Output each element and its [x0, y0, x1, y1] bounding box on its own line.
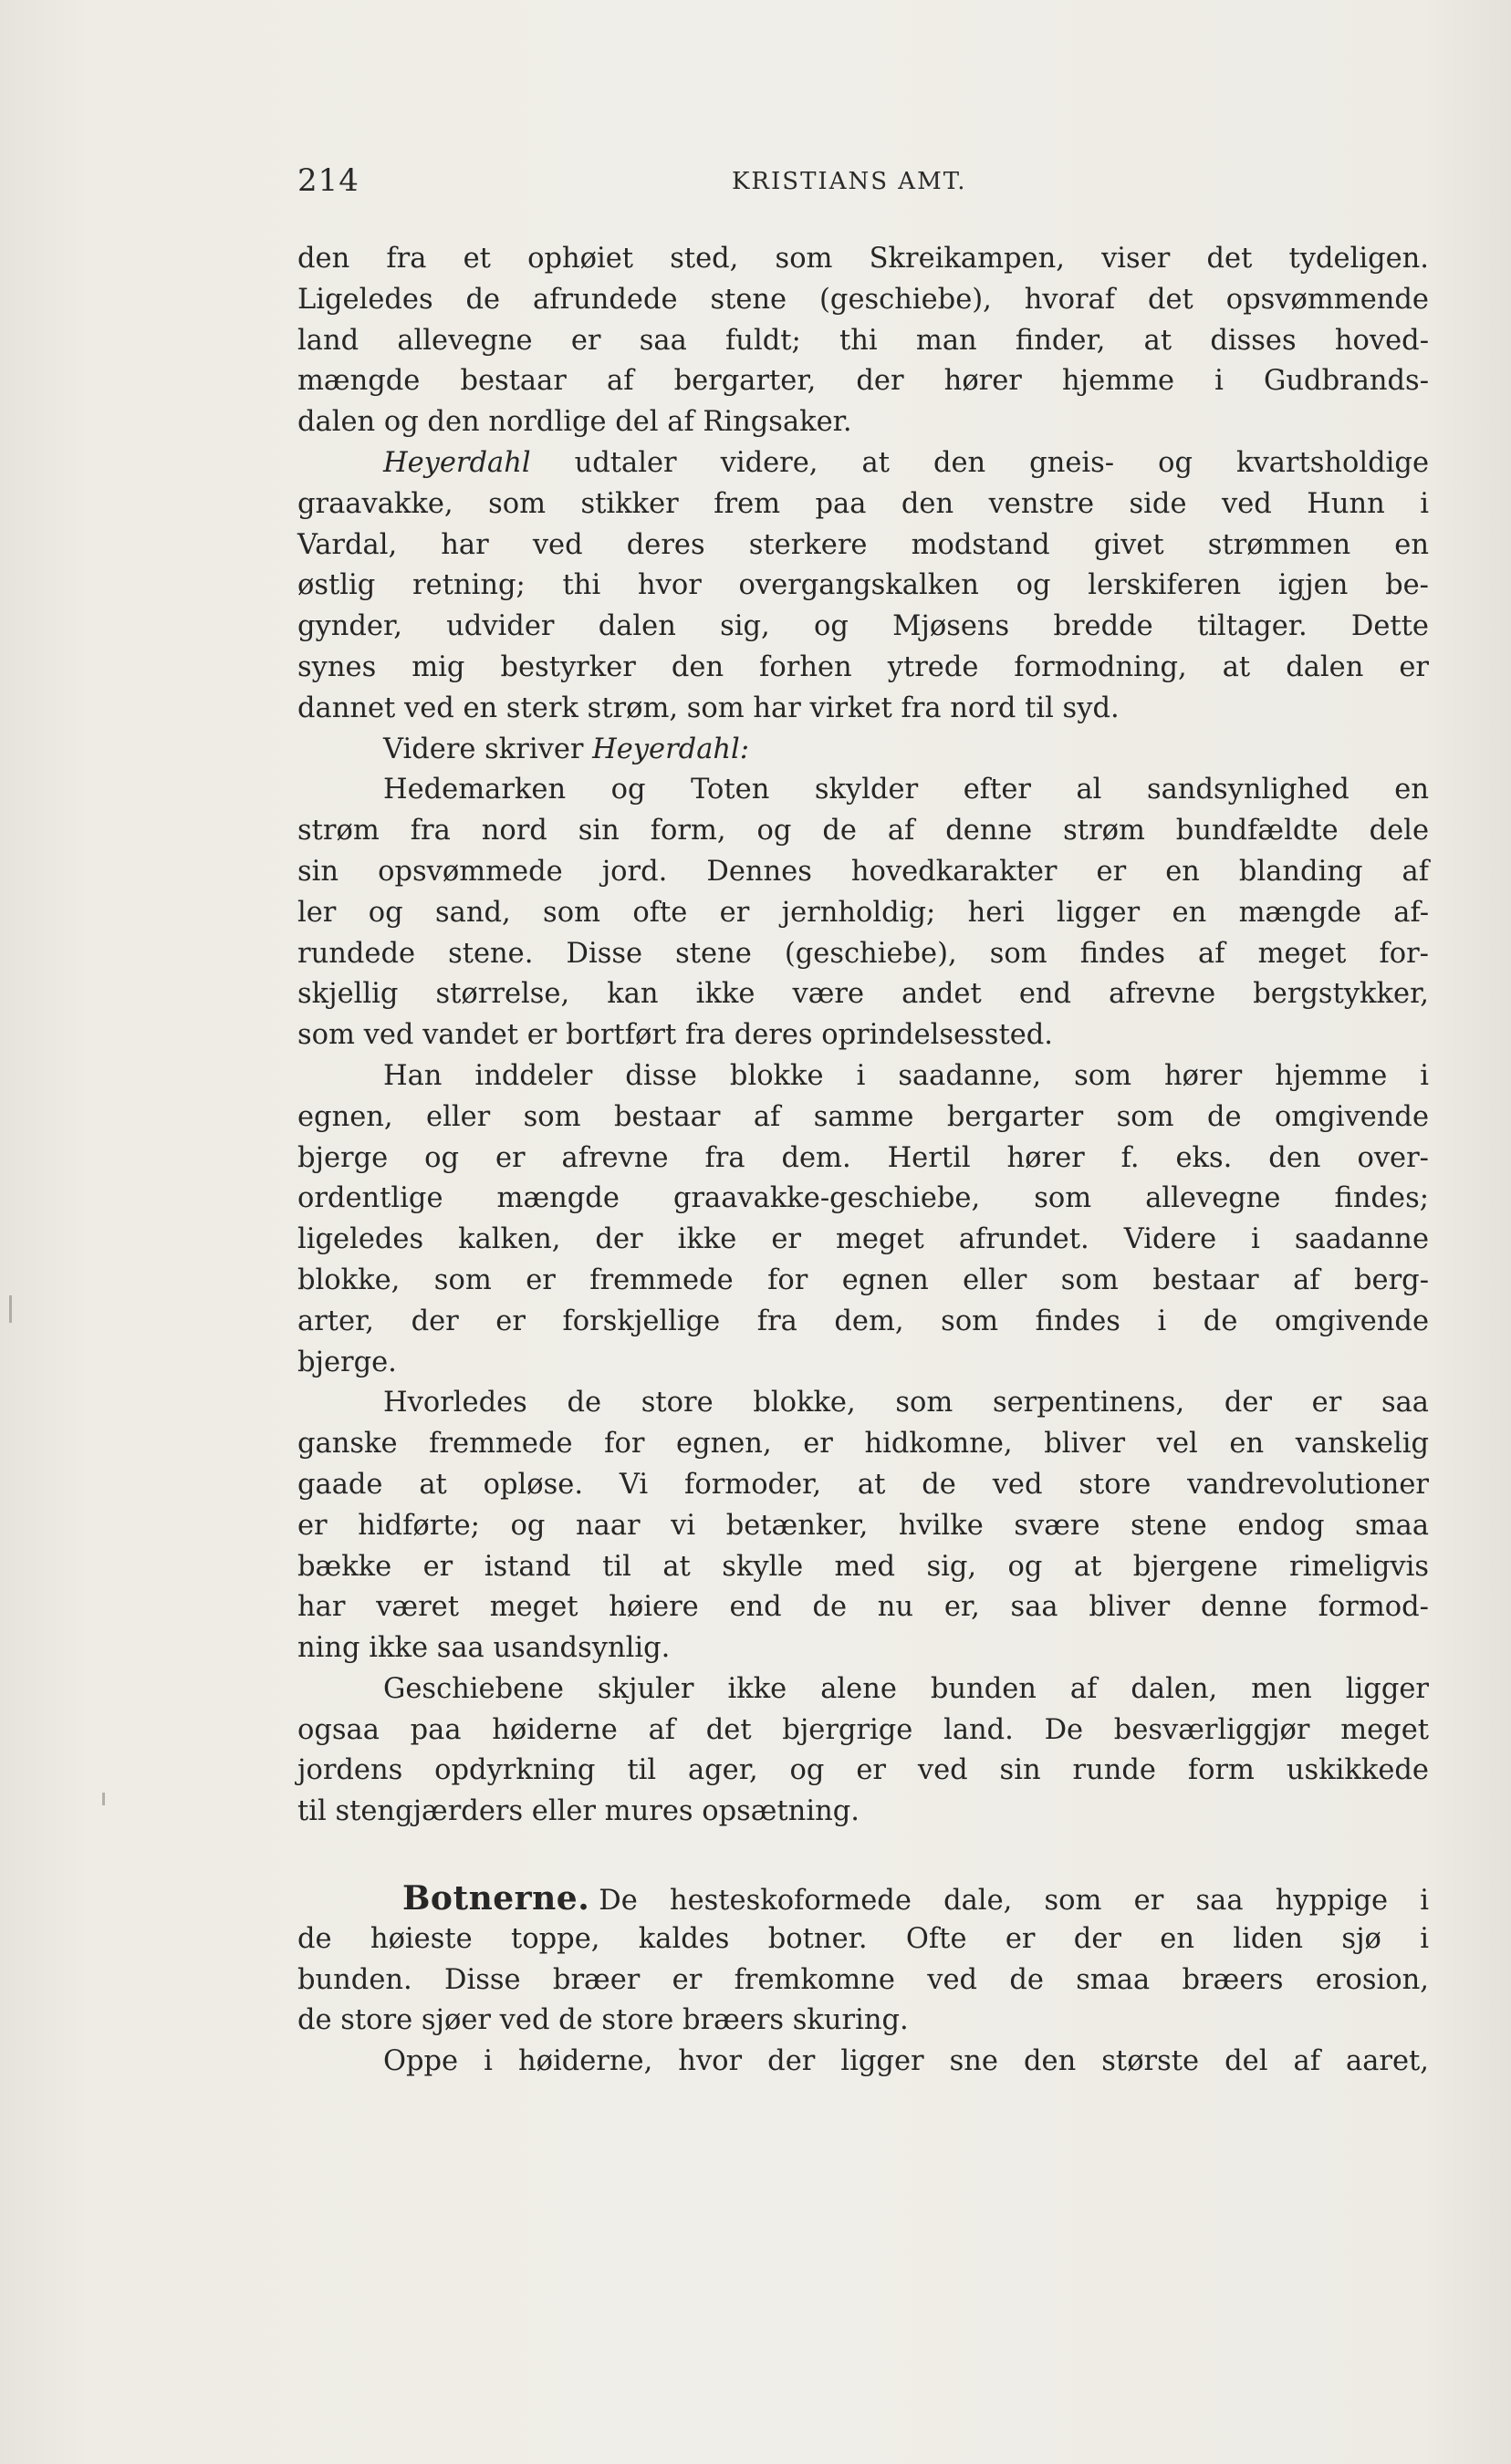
text-line: Oppe i høiderne, hvor der ligger sne den største del af aaret,	[383, 2045, 1429, 2078]
line-text: Videre skriver	[383, 733, 593, 765]
text-line: østlig retning; thi hvor overgangskalken og lerskiferen igjen be-	[297, 569, 1429, 602]
author-name: Heyerdahl	[383, 446, 531, 479]
text-line: synes mig bestyrker den forhen ytrede formodning, at dalen er	[297, 650, 1429, 683]
line-text: De hesteskoformede dale, som er saa hyppige i	[599, 1885, 1429, 1918]
text-line: mængde bestaar af bergarter, der hører hjemme i Gudbrands-	[297, 365, 1429, 398]
text-line: ler og sand, som ofte er jernholdig; heri ligger en mængde af-	[297, 896, 1429, 929]
text-line	[297, 443, 1429, 484]
text-line: gaade at opløse. Vi formoder, at de ved store vandrevolutioner	[297, 1468, 1429, 1501]
text-line: bjerge.	[297, 1346, 397, 1378]
text-line	[297, 730, 1429, 771]
line-text: udtaler videre, at den gneis- og kvartsholdige	[530, 446, 1429, 479]
text-line: Geschiebene skjuler ikke alene bunden af dalen, men ligger	[383, 1672, 1429, 1705]
text-line: den fra et ophøiet sted, som Skreikampen, viser det tydeligen.	[297, 243, 1429, 275]
text-line: Hedemarken og Toten skylder efter al sandsynlighed en	[383, 774, 1429, 806]
text-line: som ved vandet er bortført fra deres oprindelsessted.	[297, 1019, 1053, 1052]
text-line: graavakke, som stikker frem paa den venstre side ved Hunn i	[297, 487, 1429, 520]
text-line: blokke, som er fremmede for egnen eller som bestaar af berg-	[297, 1263, 1429, 1296]
text-line: land allevegne er saa fuldt; thi man finder, at disses hoved-	[297, 324, 1429, 357]
page-header	[297, 162, 1429, 206]
text-line: Hvorledes de store blokke, som serpentinens, der er saa	[383, 1387, 1429, 1419]
running-head: KRISTIANS AMT.	[732, 168, 967, 195]
text-line: egnen, eller som bestaar af samme bergarter som de omgivende	[297, 1100, 1429, 1133]
text-line: de store sjøer ved de store bræers skuring.	[297, 2004, 909, 2037]
text-line: skjellig størrelse, kan ikke være andet end afrevne bergstykker,	[297, 978, 1429, 1011]
text-line: Han inddeler disse blokke i saadanne, som hører hjemme i	[383, 1059, 1429, 1092]
text-line: dannet ved en sterk strøm, som har virket fra nord til syd.	[297, 691, 1120, 724]
margin-mark	[9, 1295, 12, 1323]
text-line: ganske fremmede for egnen, er hidkomne, bliver vel en vanskelig	[297, 1428, 1429, 1461]
text-line: bække er istand til at skylle med sig, og at bjergene rimeligvis	[297, 1550, 1429, 1583]
text-line: bunden. Disse bræer er fremkomne ved de smaa bræers erosion,	[297, 1963, 1429, 1996]
text-line: Vardal, har ved deres sterkere modstand givet strømmen en	[297, 528, 1429, 561]
text-line: gynder, udvider dalen sig, og Mjøsens bredde tiltager. Dette	[297, 610, 1429, 643]
text-line: ogsaa paa høiderne af det bjergrige land. De besværliggjør meget	[297, 1713, 1429, 1746]
text-line: strøm fra nord sin form, og de af denne strøm bundfældte dele	[297, 815, 1429, 847]
body-text	[297, 239, 1429, 2083]
text-line: sin opsvømmede jord. Dennes hovedkarakter er en blanding af	[297, 855, 1429, 888]
text-line: Ligeledes de afrundede stene (geschiebe), hvoraf det opsvømmende	[297, 283, 1429, 316]
page-number: 214	[297, 162, 360, 199]
text-line: rundede stene. Disse stene (geschiebe), som findes af meget for-	[297, 937, 1429, 970]
text-line: til stengjærders eller mures opsætning.	[297, 1795, 860, 1828]
text-line	[297, 1878, 1429, 1919]
text-line: de høieste toppe, kaldes botner. Ofte er der en liden sjø i	[297, 1922, 1429, 1955]
text-line: ordentlige mængde graavakke-geschiebe, som allevegne findes;	[297, 1182, 1429, 1215]
text-line: ning ikke saa usandsynlig.	[297, 1632, 671, 1665]
section-gap	[297, 1833, 1429, 1878]
section-heading: Botnerne.	[402, 1879, 590, 1918]
text-line: er hidførte; og naar vi betænker, hvilke svære stene endog smaa	[297, 1509, 1429, 1542]
margin-mark	[102, 1793, 105, 1805]
text-line: bjerge og er afrevne fra dem. Hertil hører f. eks. den over-	[297, 1141, 1429, 1174]
text-line: ligeledes kalken, der ikke er meget afrundet. Videre i saadanne	[297, 1223, 1429, 1256]
text-line: dalen og den nordlige del af Ringsaker.	[297, 406, 852, 439]
text-line: jordens opdyrkning til ager, og er ved sin runde form uskikkede	[297, 1754, 1429, 1787]
text-line: har været meget høiere end de nu er, saa bliver denne formod-	[297, 1591, 1429, 1624]
text-line: arter, der er forskjellige fra dem, som findes i de omgivende	[297, 1305, 1429, 1337]
author-name: Heyerdahl:	[592, 733, 750, 765]
